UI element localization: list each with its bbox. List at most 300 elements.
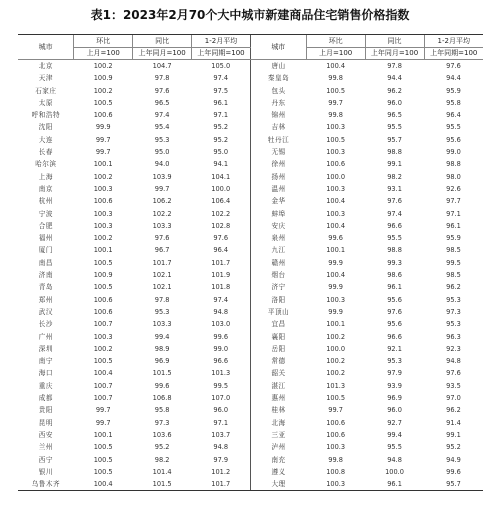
avg-cell: 94.8 [446,357,461,366]
yoy-cell: 101.5 [133,478,192,491]
yoy-cell: 94.0 [154,160,170,169]
city-cell: 大理 [250,478,306,491]
table-row [18,269,483,281]
table-row [18,343,483,355]
city-cell: 石家庄 [35,86,57,95]
city-cell: 合肥 [38,221,53,230]
city-cell: 沈阳 [38,123,53,132]
city-cell: 北京 [38,62,53,70]
yoy-cell: 97.9 [387,369,402,378]
yoy-cell: 95.3 [154,307,170,316]
mom-cell: 100.3 [326,184,346,193]
yoy-cell: 97.8 [154,74,170,83]
city-cell: 蚌埠 [250,208,306,220]
yoy-cell: 96.1 [387,283,402,292]
city-cell: 贵阳 [38,406,53,415]
yoy-cell: 97.4 [154,111,170,120]
city-cell: 锦州 [250,109,306,121]
yoy-cell: 98.2 [387,172,402,181]
avg-cell: 100.0 [211,184,231,193]
table-row [18,85,483,97]
city-cell: 济南 [38,271,53,280]
table-row [18,417,483,429]
mom-cell: 100.5 [326,86,346,95]
avg-base-header: 上年同期=100 [424,48,483,60]
yoy-cell: 100.0 [385,467,404,476]
yoy-cell: 97.4 [387,209,402,218]
table-row [18,195,483,207]
yoy-cell: 106.2 [152,197,172,206]
yoy-cell: 95.7 [387,135,402,144]
avg-cell: 103.0 [211,320,231,329]
table-row [18,404,483,416]
price-index-table [18,34,483,491]
yoy-base-header: 上年同月=100 [365,48,424,60]
avg-cell: 102.8 [211,221,231,230]
city-cell: 泉州 [250,232,306,244]
city-cell: 西安 [38,430,53,439]
mom-cell: 100.4 [74,478,133,491]
avg-header: 1-2月平均 [192,35,251,48]
city-cell: 兰州 [38,443,53,452]
city-cell: 韶关 [250,367,306,379]
header-row [18,35,483,48]
city-cell: 广州 [38,332,53,341]
yoy-cell: 96.9 [387,394,402,403]
avg-cell: 97.3 [446,307,461,316]
yoy-cell: 96.7 [154,246,170,255]
yoy-cell: 99.3 [387,258,402,267]
mom-cell: 99.8 [328,111,343,120]
avg-cell: 101.7 [211,258,231,267]
city-cell: 惠州 [250,392,306,404]
city-cell: 海口 [38,369,53,378]
mom-cell: 100.5 [326,394,346,403]
avg-cell: 96.2 [446,283,461,292]
yoy-cell: 96.6 [387,221,402,230]
mom-base-header: 上月=100 [74,48,133,60]
city-cell: 哈尔滨 [35,160,57,169]
yoy-cell: 101.4 [152,467,172,476]
avg-cell: 98.5 [446,271,461,280]
yoy-cell: 96.6 [387,332,402,341]
mom-cell: 99.9 [328,307,343,316]
mom-cell: 100.5 [93,357,113,366]
table-row [18,355,483,367]
city-cell: 天津 [38,74,53,83]
city-cell: 成都 [38,394,53,403]
avg-cell: 97.0 [446,394,461,403]
city-cell: 乌鲁木齐 [18,478,74,491]
avg-cell: 96.1 [446,221,461,230]
yoy-cell: 99.4 [154,332,170,341]
yoy-cell: 98.9 [154,344,170,353]
avg-cell: 102.2 [211,209,231,218]
avg-cell: 92.6 [446,184,461,193]
yoy-cell: 93.9 [387,381,402,390]
mom-header: 环比 [306,35,365,48]
city-cell: 青岛 [38,283,53,292]
avg-cell: 101.9 [211,271,231,280]
city-cell: 安庆 [250,220,306,232]
city-cell: 武汉 [38,307,53,316]
city-cell: 宁波 [38,209,53,218]
avg-header: 1-2月平均 [424,35,483,48]
yoy-cell: 95.2 [154,443,170,452]
yoy-cell: 104.7 [152,62,172,70]
mom-cell: 100.7 [93,394,113,403]
table-row [18,466,483,478]
mom-cell: 100.5 [93,283,113,292]
table-row [18,158,483,170]
avg-cell: 95.9 [446,86,461,95]
table-row [18,171,483,183]
yoy-cell: 103.9 [152,172,172,181]
mom-cell: 100.2 [93,62,113,70]
mom-cell: 100.3 [93,184,113,193]
mom-cell: 100.3 [326,295,346,304]
avg-cell: 97.4 [213,295,229,304]
avg-cell: 93.5 [446,381,461,390]
yoy-cell: 97.3 [154,418,170,427]
table-row [18,478,483,491]
table-row [18,121,483,133]
yoy-cell: 96.0 [387,406,402,415]
mom-cell: 100.3 [326,123,346,132]
avg-cell: 97.6 [213,234,229,243]
city-cell: 烟台 [250,269,306,281]
city-cell: 呼和浩特 [31,111,61,120]
avg-cell: 95.8 [446,98,461,107]
city-cell: 南昌 [38,258,53,267]
mom-cell: 100.6 [93,295,113,304]
mom-cell: 100.3 [306,478,365,491]
mom-cell: 100.6 [93,197,113,206]
yoy-cell: 94.4 [387,74,402,83]
avg-cell: 99.6 [446,467,461,476]
mom-cell: 100.3 [93,221,113,230]
yoy-cell: 101.5 [152,369,172,378]
yoy-cell: 101.7 [152,258,172,267]
city-cell: 济宁 [250,281,306,293]
city-cell: 丹东 [250,97,306,109]
city-cell: 金华 [250,195,306,207]
yoy-cell: 95.6 [387,295,402,304]
yoy-cell: 93.1 [387,184,402,193]
yoy-cell: 98.8 [387,148,402,157]
avg-cell: 94.8 [213,307,229,316]
table-row [18,146,483,158]
city-cell: 大连 [38,135,53,144]
yoy-base-header: 上年同月=100 [133,48,192,60]
avg-cell: 105.0 [211,62,231,70]
mom-cell: 100.3 [326,148,346,157]
mom-cell: 100.6 [326,418,346,427]
city-cell: 郑州 [38,295,53,304]
avg-cell: 99.5 [446,258,461,267]
yoy-cell: 99.4 [387,430,402,439]
mom-cell: 100.8 [326,467,346,476]
city-cell: 南宁 [38,357,53,366]
mom-cell: 100.1 [93,160,113,169]
avg-cell: 97.9 [213,455,229,464]
yoy-cell: 95.4 [154,123,170,132]
avg-cell: 97.7 [446,197,461,206]
yoy-cell: 97.8 [387,62,402,70]
avg-cell: 98.5 [446,246,461,255]
avg-cell: 104.1 [211,172,231,181]
mom-cell: 100.5 [93,467,113,476]
mom-cell: 100.2 [326,357,346,366]
avg-cell: 96.3 [446,332,461,341]
city-cell: 徐州 [250,158,306,170]
yoy-cell: 95.6 [387,320,402,329]
mom-cell: 99.7 [95,135,111,144]
city-cell: 泸州 [250,441,306,453]
city-cell: 岳阳 [250,343,306,355]
city-cell: 杭州 [38,197,53,206]
mom-cell: 100.1 [326,320,346,329]
yoy-cell: 95.0 [154,148,170,157]
city-cell: 南京 [38,184,53,193]
avg-cell: 99.5 [213,381,229,390]
mom-cell: 100.0 [326,172,346,181]
yoy-cell: 98.2 [154,455,170,464]
avg-cell: 98.8 [446,160,461,169]
mom-cell: 99.7 [95,406,111,415]
avg-cell: 99.1 [446,430,461,439]
yoy-cell: 96.9 [154,357,170,366]
mom-cell: 100.9 [93,74,113,83]
city-cell: 平顶山 [250,306,306,318]
mom-cell: 100.9 [93,271,113,280]
mom-cell: 100.4 [326,197,346,206]
mom-cell: 100.5 [93,258,113,267]
city-cell: 西宁 [38,455,53,464]
yoy-cell: 92.1 [387,344,402,353]
city-cell: 常德 [250,355,306,367]
yoy-cell: 97.6 [154,234,170,243]
avg-cell: 96.4 [213,246,229,255]
yoy-cell: 99.1 [387,160,402,169]
avg-cell: 97.4 [213,74,229,83]
mom-cell: 100.2 [326,369,346,378]
mom-cell: 100.7 [93,320,113,329]
table-row [18,183,483,195]
avg-cell: 95.0 [213,148,229,157]
table-row [18,331,483,343]
mom-cell: 100.5 [326,135,346,144]
mom-cell: 99.7 [95,148,111,157]
avg-cell: 106.4 [211,197,231,206]
mom-cell: 99.9 [95,123,111,132]
city-header: 城市 [18,35,74,60]
city-cell: 牡丹江 [250,134,306,146]
mom-cell: 100.3 [326,209,346,218]
table-row [18,441,483,453]
yoy-cell: 94.8 [387,455,402,464]
avg-cell: 95.2 [213,135,229,144]
mom-cell: 99.9 [328,258,343,267]
city-cell: 桂林 [250,404,306,416]
mom-base-header: 上月=100 [306,48,365,60]
avg-cell: 99.0 [446,148,461,157]
city-cell: 襄阳 [250,331,306,343]
yoy-cell: 96.0 [387,98,402,107]
avg-cell: 94.9 [446,455,461,464]
city-cell: 唐山 [250,60,306,73]
city-cell: 长春 [38,148,53,157]
mom-cell: 100.4 [326,221,346,230]
yoy-cell: 102.2 [152,209,172,218]
yoy-cell: 103.6 [152,430,172,439]
avg-cell: 97.1 [446,209,461,218]
mom-cell: 100.2 [93,234,113,243]
avg-cell: 96.4 [446,111,461,120]
mom-cell: 101.3 [326,381,346,390]
avg-cell: 95.7 [424,478,483,491]
city-cell: 湛江 [250,380,306,392]
avg-cell: 95.9 [446,234,461,243]
yoy-cell: 95.5 [387,123,402,132]
table-row [18,429,483,441]
avg-cell: 97.1 [213,111,229,120]
mom-cell: 99.7 [328,98,343,107]
mom-cell: 100.1 [326,246,346,255]
table-row [18,281,483,293]
city-cell: 九江 [250,244,306,256]
yoy-cell: 95.8 [154,406,170,415]
avg-cell: 95.2 [213,123,229,132]
avg-cell: 96.1 [213,98,229,107]
avg-cell: 94.8 [213,443,229,452]
city-cell: 长沙 [38,320,53,329]
mom-cell: 100.0 [326,344,346,353]
yoy-cell: 95.3 [387,357,402,366]
avg-cell: 107.0 [211,394,231,403]
yoy-cell: 98.8 [387,246,402,255]
mom-cell: 100.3 [93,209,113,218]
avg-cell: 95.2 [446,443,461,452]
table-row [18,294,483,306]
yoy-cell: 99.6 [154,381,170,390]
city-cell: 宜昌 [250,318,306,330]
mom-cell: 100.5 [93,98,113,107]
table-row [18,232,483,244]
table-row [18,392,483,404]
mom-cell: 99.8 [328,455,343,464]
city-cell: 赣州 [250,257,306,269]
city-cell: 重庆 [38,381,53,390]
city-cell: 洛阳 [250,294,306,306]
city-cell: 秦皇岛 [250,72,306,84]
mom-cell: 99.6 [328,234,343,243]
city-cell: 福州 [38,234,53,243]
mom-cell: 100.3 [93,332,113,341]
yoy-cell: 103.3 [152,320,172,329]
mom-cell: 100.4 [326,62,346,70]
yoy-cell: 99.7 [154,184,170,193]
yoy-cell: 92.7 [387,418,402,427]
table-row [18,97,483,109]
yoy-cell: 96.1 [365,478,424,491]
avg-cell: 95.6 [446,135,461,144]
avg-cell: 94.1 [213,160,229,169]
yoy-cell: 97.6 [387,197,402,206]
mom-cell: 99.7 [328,406,343,415]
mom-cell: 100.6 [326,160,346,169]
mom-cell: 100.2 [93,344,113,353]
yoy-cell: 97.6 [387,307,402,316]
table-row [18,60,483,73]
city-cell: 上海 [38,172,53,181]
city-cell: 遵义 [250,466,306,478]
table-row [18,257,483,269]
yoy-cell: 96.5 [387,111,402,120]
yoy-cell: 103.3 [152,221,172,230]
avg-cell: 96.6 [213,357,229,366]
city-cell: 太原 [38,98,53,107]
yoy-cell: 102.1 [152,283,172,292]
avg-cell: 99.0 [213,344,229,353]
city-cell: 银川 [38,467,53,476]
city-cell: 厦门 [38,246,53,255]
city-cell: 扬州 [250,171,306,183]
avg-cell: 92.3 [446,344,461,353]
city-cell: 深圳 [38,344,53,353]
mom-cell: 100.1 [93,430,113,439]
mom-cell: 100.3 [326,443,346,452]
avg-cell: 97.6 [446,369,461,378]
avg-cell: 97.1 [213,418,229,427]
avg-cell: 96.2 [446,406,461,415]
yoy-cell: 95.5 [387,443,402,452]
yoy-cell: 95.3 [154,135,170,144]
avg-cell: 99.6 [213,332,229,341]
table-title: 表1：2023年2月70个大中城市新建商品住宅销售价格指数 [90,8,410,22]
table-row [18,380,483,392]
yoy-cell: 96.5 [154,98,170,107]
table-row [18,208,483,220]
mom-cell: 100.5 [93,455,113,464]
mom-cell: 100.4 [326,271,346,280]
yoy-cell: 95.5 [387,234,402,243]
city-cell: 昆明 [38,418,53,427]
mom-cell: 100.7 [93,381,113,390]
table-row [18,109,483,121]
city-cell: 南充 [250,454,306,466]
mom-cell: 100.2 [93,172,113,181]
avg-cell: 94.4 [446,74,461,83]
avg-cell: 98.0 [446,172,461,181]
avg-cell: 101.2 [211,467,231,476]
avg-cell: 97.5 [213,86,229,95]
avg-cell: 95.3 [446,320,461,329]
yoy-cell: 106.8 [152,394,172,403]
table-row [18,134,483,146]
avg-cell: 95.3 [446,295,461,304]
mom-cell: 99.8 [328,74,343,83]
avg-cell: 95.5 [446,123,461,132]
mom-cell: 100.6 [93,111,113,120]
city-cell: 温州 [250,183,306,195]
table-row [18,220,483,232]
yoy-cell: 102.1 [152,271,172,280]
mom-cell: 100.5 [93,443,113,452]
mom-cell: 100.1 [93,246,113,255]
mom-header: 环比 [74,35,133,48]
table-row [18,244,483,256]
